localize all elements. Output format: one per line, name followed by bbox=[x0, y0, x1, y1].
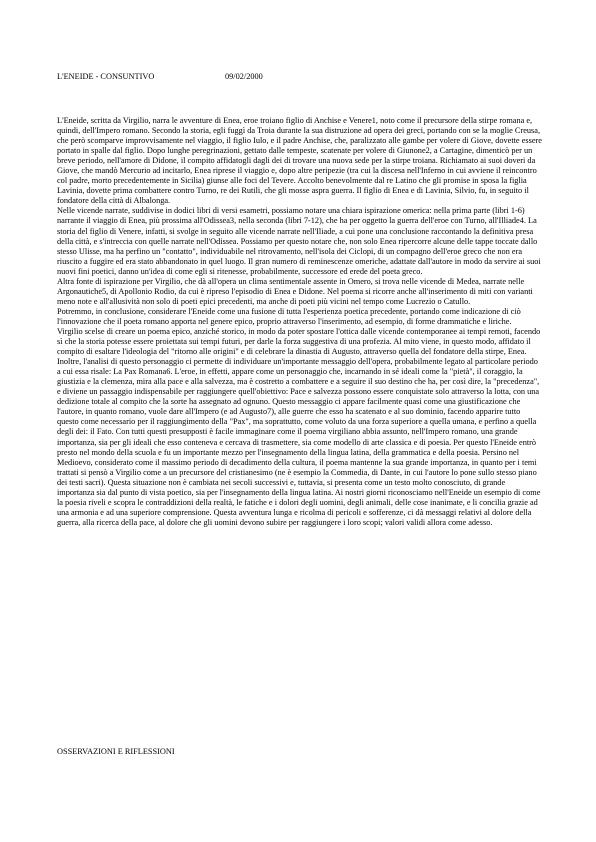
document-header bbox=[57, 72, 263, 82]
section-heading: OSSERVAZIONI E RIFLESSIONI bbox=[57, 747, 175, 756]
paragraph: Potremmo, in conclusione, considerare l'Eneide come una fusione di tutta l'esperienza poetica precedente, portando come indicazione di ciò l'innovazione che il poeta romano apporta nel genere epico, proprio attraverso l'inserimento, ad esempio, di forme drammatiche e liriche. bbox=[57, 306, 521, 326]
paragraph: Nelle vicende narrate, suddivise in dodici libri di versi esametri, possiamo notare una chiara ispirazione omerica: nella prima parte (libri 1-6) narrante il viaggio di Enea, più prossima all'Odissea3, nella seconda (libri 7-12), che ha per oggetto la guerra dell'eroe con Turno, all'Illiade4. La storia del figlio di Venere, infatti, si svolge in seguito alle vicende narrate nell'Iliade, a cui pone una conclusione raccontando la definitiva presa della città, e s'intreccia con quelle narrate nell'Odissea. Possiamo per questo notare che, non solo Enea ripercorre alcune delle tappe toccate dallo stesso Ulisse, ma ha perfino un "contatto", individuabile nel ritrovamento, nell'isola dei Ciclopi, di un compagno dell'eroe greco che non era riuscito a fuggire ed era stato abbandonato in quel luogo. Il gran numero di reminescenze omeriche, adattate dall'autore in modo da servire ai suoi nuovi fini poetici, danno un'idea di come egli si ritenesse, probabilmente, successore ed erede del poeta greco. bbox=[57, 206, 541, 276]
paragraph: Virgilio scelse di creare un poema epico, anziché storico, in modo da poter spostare l'ottica dalle vicende contemporanee ai tempi remoti, facendo sì che la storia potesse essere proiettata sui tempi futuri, per darle la forza suggestiva di una profezia. Al mito viene, in questo modo, affidato il compito di esaltare l'ideologia del "ritorno alle origini" e di celebrare la dinastia di Augusto, attraverso quella del fondatore della stirpe, Enea. Inoltre, l'analisi di questo personaggio ci permette di individuare un'importante messaggio dell'opera, probabilmente legato al particolare periodo a cui essa risale: La Pax Romana6. L'eroe, in effetti, appare come un personaggio che, incarnando in sé ideali come la "pietà", il coraggio, la giustizia e la clemenza, mira alla pace e alla salvezza, ma è costretto a combattere e a seguire il suo destino che ha, per così dire, la "precedenza", e diviene un passaggio indispensabile per raggiungere quell'obiettivo: Pace e salvezza possono essere conquistate solo attraverso la lotta, con una dedizione totale al compito che la sorte ha assegnato ad ognuno. Questo messaggio ci appare facilmente quasi come una giustificazione che l'autore, in quanto romano, vuole dare all'Impero (e ad Augusto7), alle guerre che esso ha scatenato e al suo dominio, facendo apparire tutto questo come necessario per il raggiungimento della "Pax", ma soprattutto, come voluto da una forza superiore a quella umana, e perfino a quella degli dei: il Fato. Con tutti questi presupposti è facile immaginare come il poema virgiliano abbia assunto, nell'Impero romano, una grande importanza, sia per gli ideali che esso conteneva e cercava di trasmettere, sia come modello di arte classica e di poesia. Per questo l'Eneide entrò presto nel mondo della scuola e fu un importante mezzo per l'insegnamento della lingua latina, della grammatica e della poesia. Persino nel Medioevo, considerato come il massimo periodo di decadimento della cultura, il poema mantenne la sua grande importanza, in quanto per i temi trattati si pensò a Virgilio come a un precursore del cristianesimo (ne è esempio la Commedia, di Dante, in cui l'autore lo pone sullo stesso piano dei testi sacri). Questa situazione non è cambiata nei secoli successivi e, tuttavia, si presenta come un testo molto conosciuto, di grande importanza sia dal punto di vista poetico, sia per l'insegnamento della lingua latina. Ai nostri giorni riconosciamo nell'Eneide un esempio di come la poesia riveli e scopra le contraddizioni della realtà, le fatiche e i dolori degli uomini, degli animali, delle cose inanimate, e li concilia grazie ad una armonia e ad una superiore comprensione. Questa avventura lunga e ricolma di pericoli e sofferenze, ci dà messaggi relativi al dolore della guerra, alla ricerca della pace, al dolore che gli uomini devono subire per raggiungere i loro scopi; valori validi allora come adesso. bbox=[57, 326, 541, 527]
document-title: L'ENEIDE - CONSUNTIVO bbox=[57, 72, 155, 81]
paragraph: Altra fonte di ispirazione per Virgilio, che dà all'opera un clima sentimentale assente in Omero, si trova nelle vicende di Medea, narrate nelle Argonautiche5, di Apollonio Rodio, da cui è ripreso l'episodio di Enea e Didone. Nel poema si ricorre anche all'inserimento di miti con varianti meno note e all'allusività non solo di poeti epici precedenti, ma anche di poeti più vicini nel tempo come Lucrezio o Catullo. bbox=[57, 276, 533, 306]
paragraph: L'Eneide, scritta da Virgilio, narra le avventure di Enea, eroe troiano figlio di Anchise e Venere1, noto come il precursore della stirpe romana e, quindi, dell'Impero romano. Secondo la storia, egli fuggì da Troia durante la sua distruzione ad opera dei greci, portando con se la moglie Creusa, che però scomparve improvvisamente nel viaggio, il figlio Iulo, e il padre Anchise, che, paralizzato alle gambe per volere di Giove, dovette essere portato in spalle dal figlio. Dopo lunghe peregrinazioni, gettato dalle tempeste, scatenate per volere di Giunone2, a Cartagine, dimenticò per un breve periodo, nell'amore di Didone, il compito affidatogli dagli dei di trovare una nuova sede per la stirpe troiana. Richiamato ai suoi doveri da Giove, che mandò Mercurio ad incitarlo, Enea riprese il viaggio e, dopo altre peripezie (tra cui la discesa nell'Inferno in cui avviene il reincontro col padre, morto precedentemente in Sicilia) giunse alle foci del Tevere. Accolto benevolmente dal re Latino che gli promise in sposa la figlia Lavinia, dovette prima combattere contro Turno, re dei Rutili, che gli mosse aspra guerra. Il figlio di Enea e di Lavinia, Silvio, fu, in seguito il fondatore della città di Albalonga. bbox=[57, 116, 542, 206]
document-date: 09/02/2000 bbox=[225, 72, 263, 81]
document-body bbox=[57, 116, 542, 528]
